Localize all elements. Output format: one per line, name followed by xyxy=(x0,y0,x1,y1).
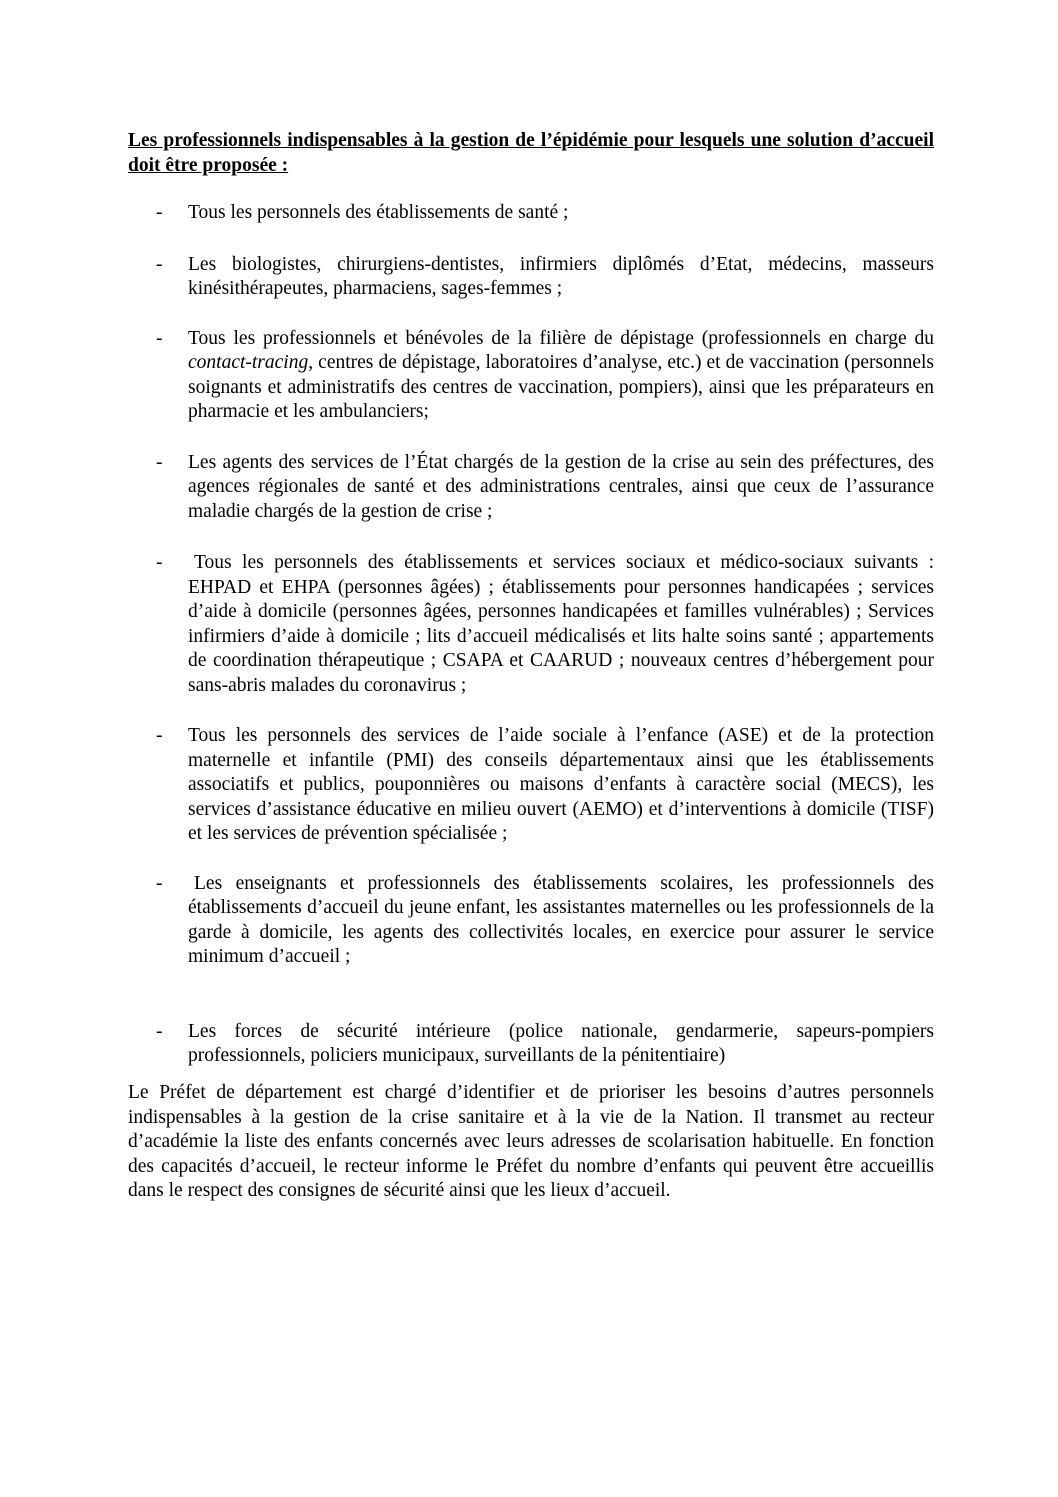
list-item-text: Tous les personnels des services de l’aide sociale à l’enfance (ASE) et de la protection maternelle et infantile (PMI) des conseils départementaux ainsi que les établissements associatifs et publics, pouponnières ou maisons d’enfants à caractère social (MECS), les services d’assistance éducative en milieu ouvert (AEMO) et d’interventions à domicile (TISF) et les services de prévention spécialisée ; xyxy=(188,725,934,844)
list-item xyxy=(128,327,934,425)
bullet-dash: - xyxy=(156,327,163,349)
professionals-list xyxy=(128,201,934,1069)
list-item xyxy=(128,872,934,970)
bullet-dash: - xyxy=(156,552,163,573)
list-item-text: Les agents des services de l’État chargés de la gestion de la crise au sein des préfectures, des agences régionales de santé et des administrations centrales, ainsi que ceux de l’assurance maladie chargés de la gestion de crise ; xyxy=(188,451,934,522)
list-item-text xyxy=(188,327,934,425)
bullet-dash: - xyxy=(156,202,163,223)
list-item xyxy=(128,724,934,847)
list-item-text: Les enseignants et professionnels des établissements scolaires, les professionnels des établissements d’accueil du jeune enfant, les assistantes maternelles ou les professionnels de la garde à domicile, les agents des collectivités locales, en exercice pour assurer le service minimum d’accueil ; xyxy=(188,872,934,967)
list-item-text: Les biologistes, chirurgiens-dentistes, infirmiers diplômés d’Etat, médecins, masseurs kinésithérapeutes, pharmaciens, sages-femmes ; xyxy=(188,253,934,299)
list-item-emphasis: contact-tracing xyxy=(188,352,309,373)
bullet-dash: - xyxy=(156,1020,163,1042)
bullet-dash: - xyxy=(156,253,163,275)
bullet-dash: - xyxy=(156,451,163,473)
list-item-text: Tous les personnels des établissements de santé ; xyxy=(188,202,569,223)
list-item xyxy=(128,451,934,525)
closing-paragraph: Le Préfet de département est chargé d’identifier et de prioriser les besoins d’autres personnels indispensables à la gestion de la crise sanitaire et à la vie de la Nation. Il transmet au recteur d’académie la liste des enfants concernés avec leurs adresses de scolarisation habituelle. En fonction des capacités d’accueil, le recteur informe le Préfet du nombre d’enfants qui peuvent être accueillis dans le respect des consignes de sécurité ainsi que les lieux d’accueil. xyxy=(128,1082,934,1201)
bullet-dash: - xyxy=(156,725,163,746)
section-heading: Les professionnels indispensables à la gestion de l’épidémie pour lesquels une solution d’accueil doit être proposée : xyxy=(128,130,934,176)
list-item xyxy=(128,1020,934,1069)
list-item xyxy=(128,253,934,302)
list-item xyxy=(128,201,934,226)
list-item-text: Tous les personnels des établissements et services sociaux et médico-sociaux suivants : EHPAD et EHPA (personnes âgées) ; établissements pour personnes handicapées ; services d’aide à domicile (personnes âgées, personnes handicapées et familles vulnérables) ; Services infirmiers d’aide à domicile ; lits d’accueil médicalisés et lits halte soins santé ; appartements de coordination thérapeutique ; CSAPA et CAARUD ; nouveaux centres d’hébergement pour sans-abris malades du coronavirus ; xyxy=(188,552,934,696)
list-item xyxy=(128,551,934,698)
list-item-text: Les forces de sécurité intérieure (police nationale, gendarmerie, sapeurs-pompiers professionnels, policiers municipaux, surveillants de la pénitentiaire) xyxy=(188,1020,934,1066)
list-item-text-prefix: Tous les professionnels et bénévoles de la filière de dépistage (professionnels en charge du xyxy=(188,327,934,349)
list-item-text-suffix: , centres de dépistage, laboratoires d’analyse, etc.) et de vaccination (personnels soignants et administratifs des centres de vaccination, pompiers), ainsi que les préparateurs en pharmacie et les ambulanciers; xyxy=(188,352,934,422)
bullet-dash: - xyxy=(156,872,163,894)
